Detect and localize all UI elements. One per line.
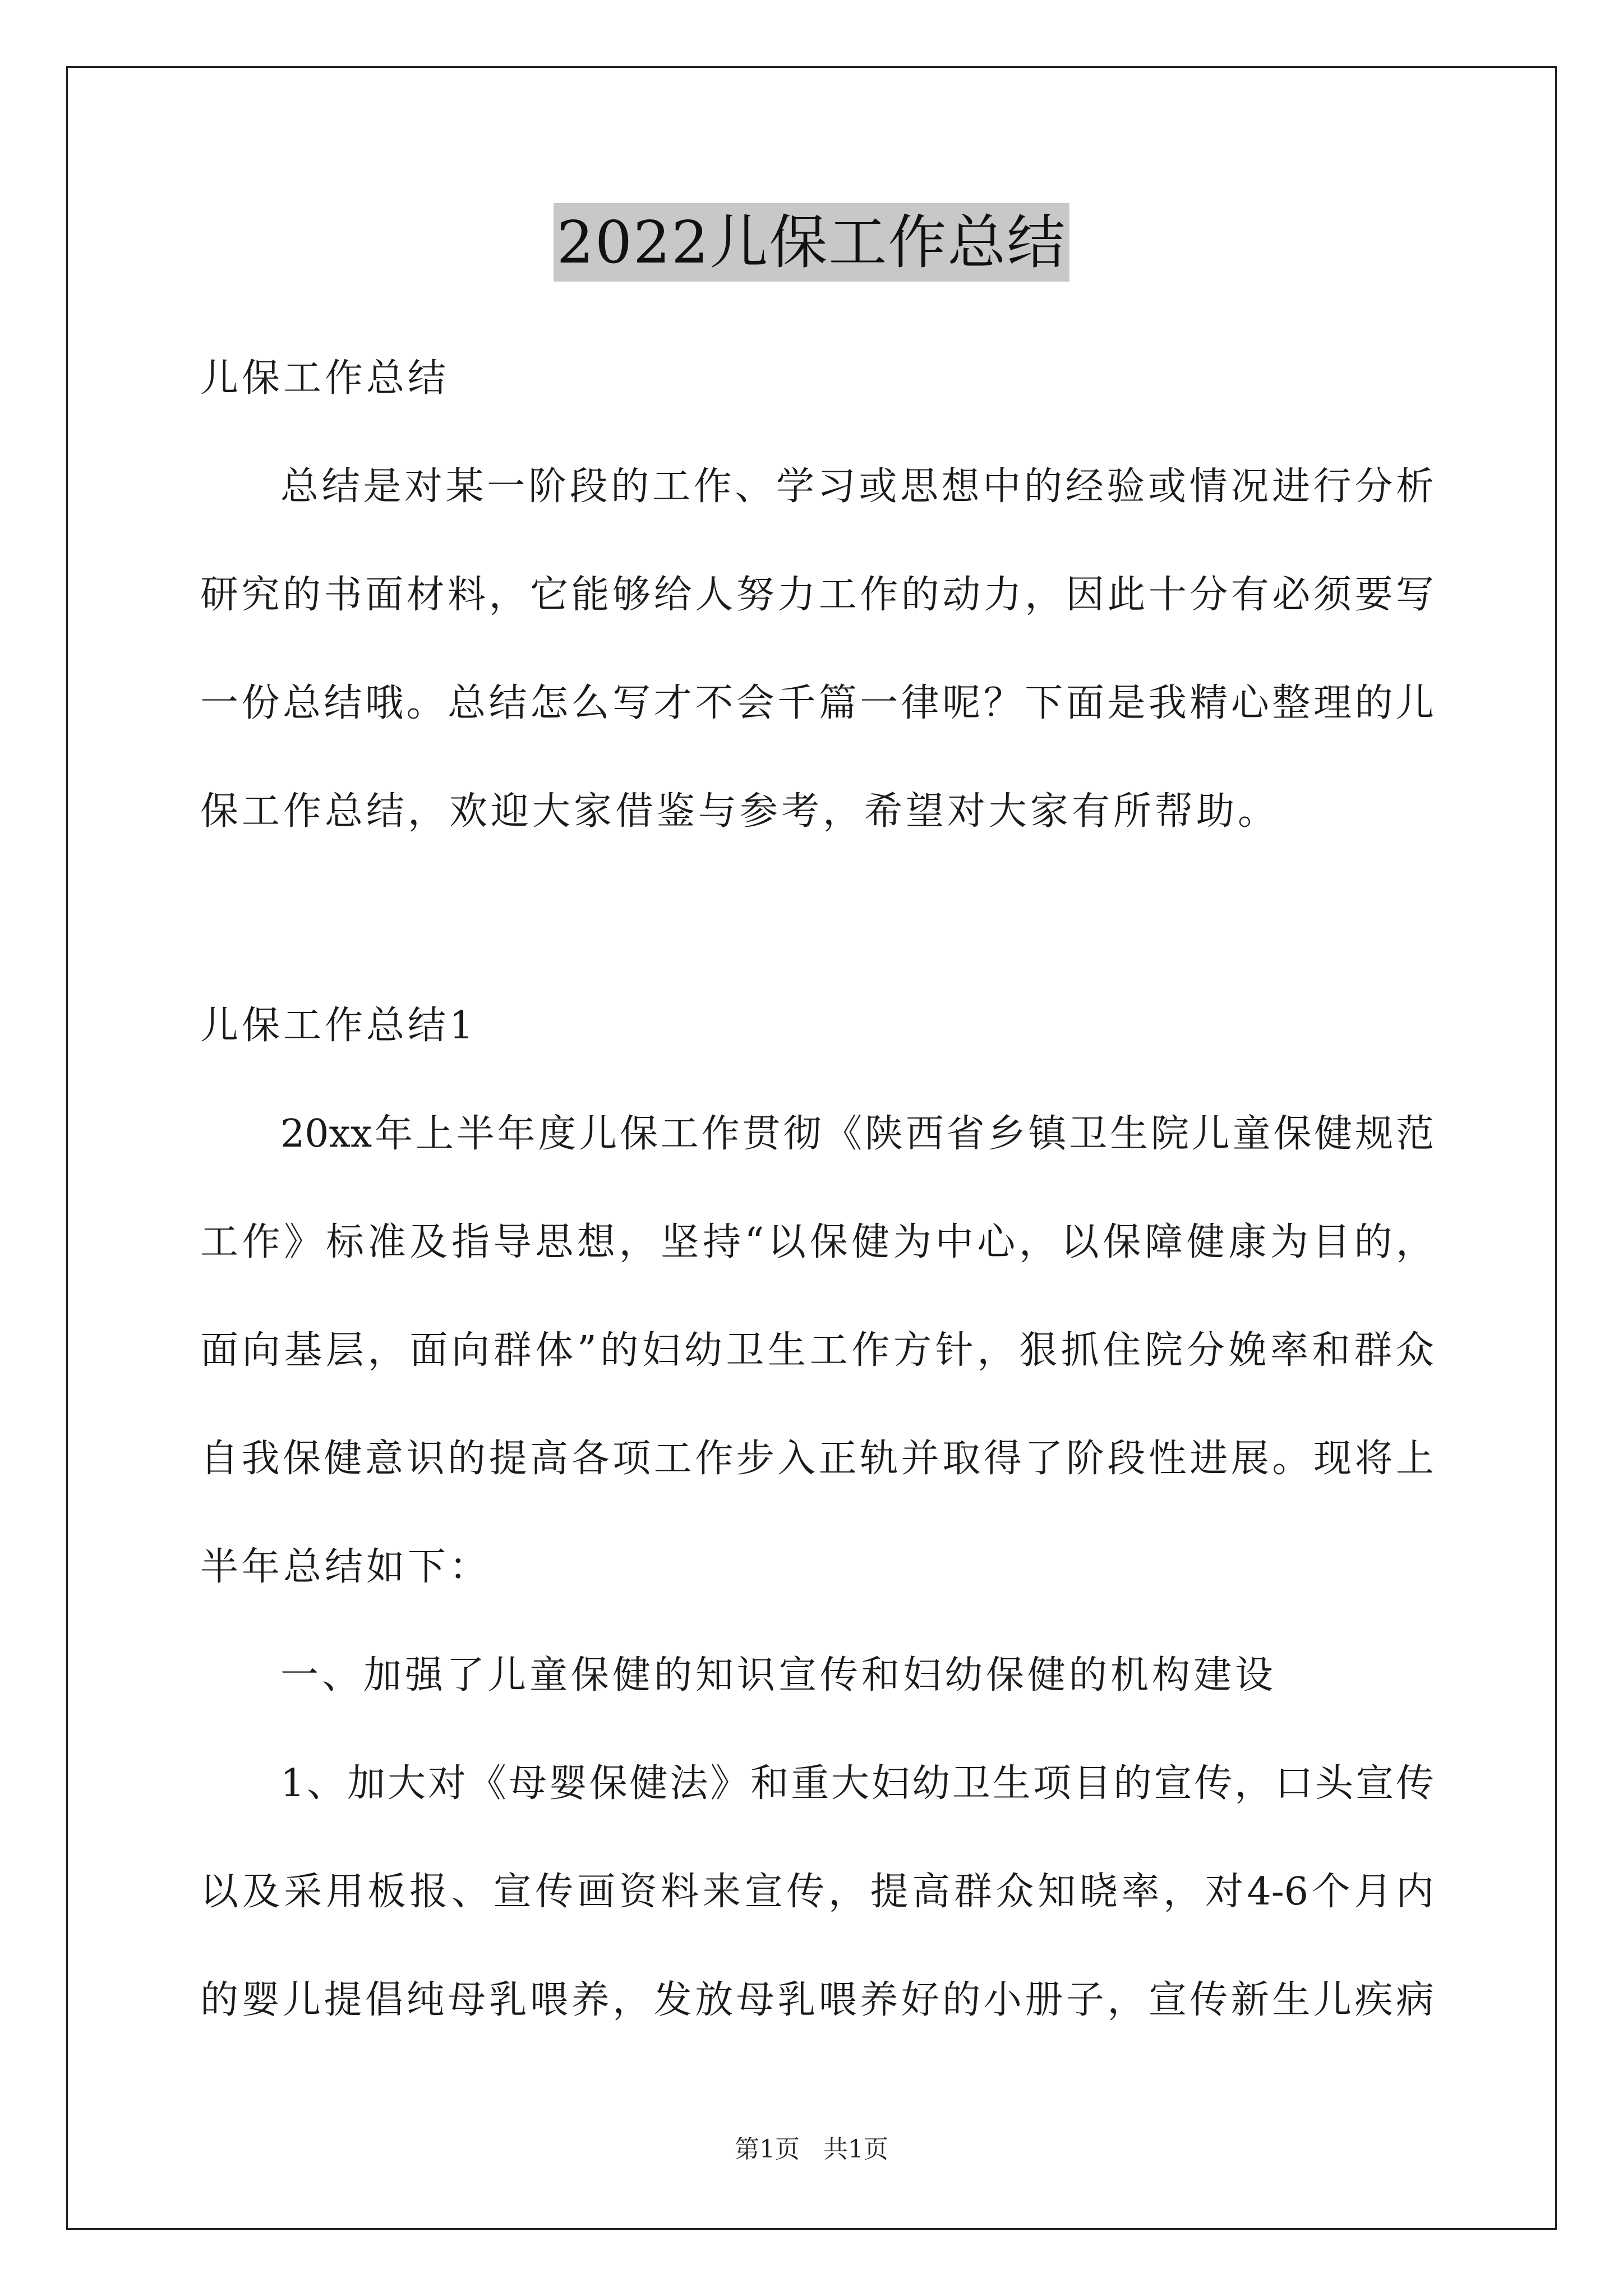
document-title: 2022儿保工作总结 — [554, 203, 1070, 282]
text-line: 以及采用板报、宣传画资料来宣传，提高群众知晓率，对4-6个月内 — [200, 1870, 1434, 1914]
text-line: 半年总结如下： — [200, 1545, 491, 1589]
text-line: 面向基层，面向群体”的妇幼卫生工作方针，狠抓住院分娩率和群众 — [200, 1328, 1434, 1373]
text-line: 自我保健意识的提高各项工作步入正轨并取得了阶段性进展。现将上 — [200, 1437, 1434, 1481]
text-line: 保工作总结，欢迎大家借鉴与参考，希望对大家有所帮助。 — [200, 789, 1280, 834]
text-line: 工作》标准及指导思想，坚持“以保健为中心，以保障健康为目的， — [200, 1220, 1434, 1264]
text-line: 儿保工作总结 — [200, 356, 450, 401]
page-number: 第1页 — [735, 2135, 800, 2164]
text-line: 1、加大对《母婴保健法》和重大妇幼卫生项目的宣传，口头宣传 — [280, 1761, 1434, 1806]
title-wrapper — [0, 203, 1623, 282]
page-footer — [0, 2133, 1623, 2166]
text-line: 研究的书面材料，它能够给人努力工作的动力，因此十分有必须要写 — [200, 573, 1434, 617]
text-line: 儿保工作总结1 — [200, 1004, 477, 1048]
text-line: 总结是对某一阶段的工作、学习或思想中的经验或情况进行分析 — [280, 464, 1434, 509]
text-line: 的婴儿提倡纯母乳喂养，发放母乳喂养好的小册子，宣传新生儿疾病 — [200, 1978, 1434, 2022]
text-line: 一份总结哦。总结怎么写才不会千篇一律呢？下面是我精心整理的儿 — [200, 681, 1434, 725]
text-line: 一、加强了儿童保健的知识宣传和妇幼保健的机构建设 — [280, 1653, 1277, 1697]
text-line: 20xx年上半年度儿保工作贯彻《陕西省乡镇卫生院儿童保健规范 — [280, 1112, 1434, 1156]
page-total: 共1页 — [823, 2135, 888, 2164]
